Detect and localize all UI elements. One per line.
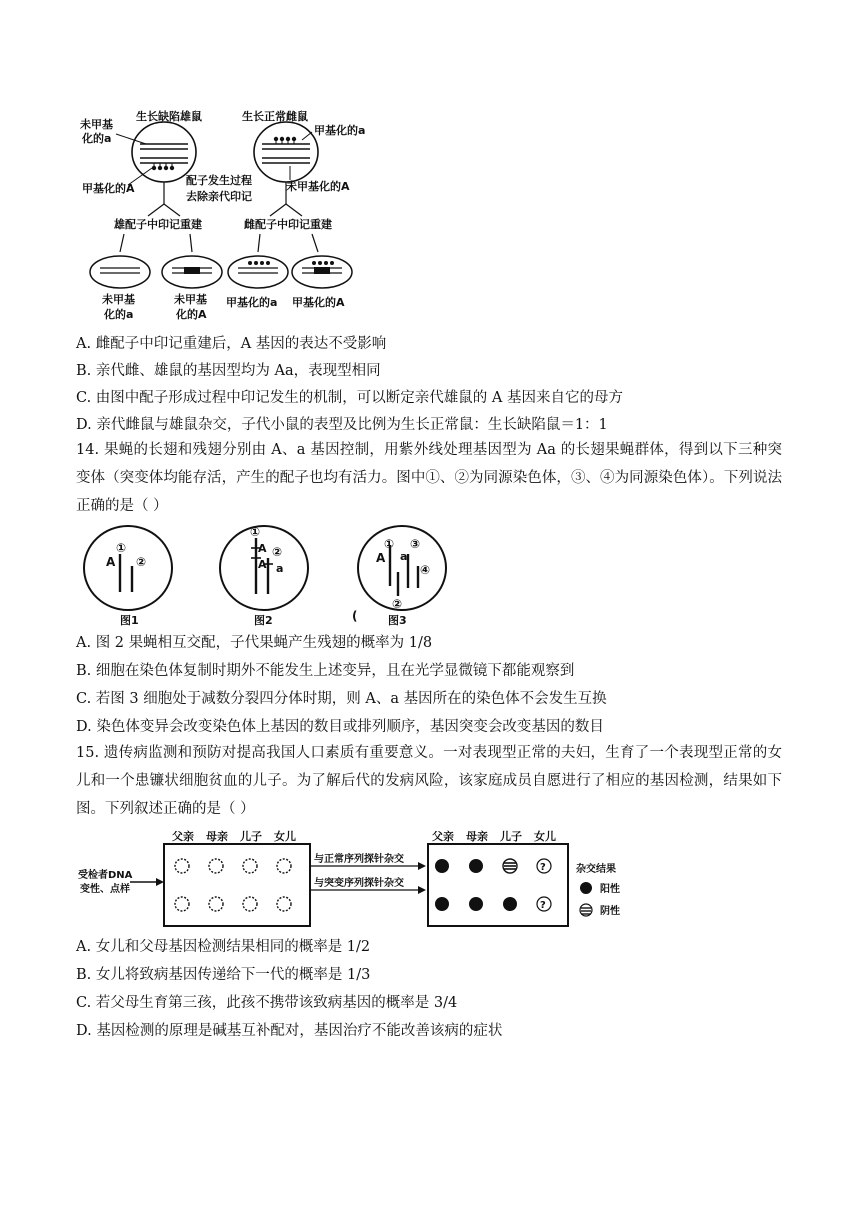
input-label-line1: 受检者DNA <box>78 870 133 881</box>
methyl-marks-left <box>152 163 174 170</box>
q15-stem: 15. 遗传病监测和预防对提高我国人口素质有重要意义。一对表现型正常的夫妇，生育了一个表现型正常的女儿和一个患镰状细胞贫血的儿子。为了解后代的发病风险，该家庭成员自愿进行了相应的基因检测，结果如下图。下列叙述正确的是（ ） <box>76 745 782 817</box>
header-right-daughter: 女儿 <box>534 830 556 843</box>
gamete-3-label: 甲基化的a <box>226 296 278 309</box>
right-parent-cell <box>254 122 318 182</box>
arrow-mutant-probe: 与突变序列探针杂交 <box>314 878 404 889</box>
header-left-mother: 母亲 <box>206 830 228 843</box>
label-methylated-A-left: 甲基化的A <box>82 182 135 195</box>
father-mutant-positive <box>435 897 449 911</box>
gamete-1-label-line2: 化的a <box>104 308 134 321</box>
header-left-daughter: 女儿 <box>274 830 296 843</box>
gamete-1-label-line1: 未甲基 <box>102 293 135 306</box>
methyl-marks-right <box>274 137 296 144</box>
q13-option-c: C. 由图中配子形成过程中印记发生的机制，可以断定亲代雄鼠的 A 基因来自它的母方 <box>76 390 623 406</box>
left-parent-cell <box>132 122 196 182</box>
mother-mutant-positive <box>469 897 483 911</box>
fig2-gene-A-lower: A <box>258 558 267 571</box>
q15-option-a: A. 女儿和父母基因检测结果相同的概率是 1/2 <box>76 939 371 955</box>
fig2-label: 图2 <box>254 614 273 627</box>
fig3-gene-a: a <box>400 550 408 563</box>
figure-genomic-imprinting <box>76 100 376 328</box>
fig3-num-2: ② <box>392 597 403 611</box>
fig1-cell <box>84 526 172 610</box>
label-unmethylated-a-line1: 未甲基 <box>80 118 113 131</box>
daughter-normal-q: ? <box>540 862 546 873</box>
center-note-line2: 去除亲代印记 <box>186 190 252 203</box>
gamete-3 <box>228 256 288 288</box>
chromosome-mutants-svg <box>76 524 456 628</box>
q15-option-d: D. 基因检测的原理是碱基互补配对，基因治疗不能改善该病的症状 <box>76 1023 503 1039</box>
fig3-stray-paren: ( <box>352 609 358 623</box>
gamete-4-label: 甲基化的A <box>292 296 345 309</box>
q13-option-b: B. 亲代雌、雄鼠的基因型均为 Aa，表现型相同 <box>76 363 381 379</box>
blank-dots <box>175 859 291 911</box>
label-unmethylated-A-right: 未甲基化的A <box>286 180 350 193</box>
fig2-gene-a: a <box>276 562 284 575</box>
imprinting-diagram-svg <box>76 100 376 328</box>
header-right-mother: 母亲 <box>466 830 488 843</box>
label-unmethylated-a-line2: 化的a <box>82 132 112 145</box>
fig3-num-3: ③ <box>410 537 421 551</box>
q14-option-c: C. 若图 3 细胞处于减数分裂四分体时期，则 A、a 基因所在的染色体不会发生互换 <box>76 691 607 707</box>
daughter-mutant-q: ? <box>540 900 546 911</box>
gene-detection-svg <box>76 828 696 932</box>
legend-positive-dot <box>580 882 592 894</box>
fig1-num-1: ① <box>116 541 127 555</box>
membrane-after <box>428 844 568 926</box>
q14-option-a: A. 图 2 果蝇相互交配，子代果蝇产生残翅的概率为 1/8 <box>76 635 433 651</box>
legend-title: 杂交结果 <box>576 864 616 875</box>
q14-option-d: D. 染色体变异会改变染色体上基因的数目或排列顺序，基因突变会改变基因的数目 <box>76 719 604 735</box>
legend-positive-label: 阳性 <box>600 884 620 895</box>
figure-gene-detection <box>76 828 696 932</box>
fig1-gene-A: A <box>106 555 116 569</box>
label-methylated-a-right: 甲基化的a <box>314 124 366 137</box>
q15-option-b: B. 女儿将致病基因传递给下一代的概率是 1/3 <box>76 967 371 983</box>
q14-stem: 14. 果蝇的长翅和残翅分别由 A、a 基因控制，用紫外线处理基因型为 Aa 的长翅果蝇群体，得到以下三种突变体（突变体均能存活，产生的配子也均有活力。图中①、②为同源染色体，③、④为同源染色体）。下列说法正确的是（ ） <box>76 442 782 514</box>
right-parent-title: 生长正常雌鼠 <box>242 110 308 123</box>
gamete-1 <box>90 256 150 288</box>
fig3-num-1: ① <box>384 537 395 551</box>
father-normal-positive <box>435 859 449 873</box>
q15-option-c: C. 若父母生育第三孩，此孩不携带该致病基因的概率是 3/4 <box>76 995 458 1011</box>
input-label-line2: 变性、点样 <box>80 884 130 895</box>
membrane-before <box>164 844 310 926</box>
header-right-father: 父亲 <box>432 830 454 843</box>
header-left-son: 儿子 <box>240 830 262 843</box>
mother-normal-positive <box>469 859 483 873</box>
legend-negative-label: 阴性 <box>600 906 620 917</box>
q14-option-b: B. 细胞在染色体复制时期外不能发生上述变异，且在光学显微镜下都能观察到 <box>76 663 575 679</box>
header-right-son: 儿子 <box>500 830 522 843</box>
q13-option-a: A. 雌配子中印记重建后，A 基因的表达不受影响 <box>76 336 387 352</box>
male-rebuild-label: 雄配子中印记重建 <box>114 218 202 231</box>
gamete-2-label-line1: 未甲基 <box>174 293 207 306</box>
fig1-label: 图1 <box>120 614 139 627</box>
fig3-num-4: ④ <box>420 563 431 577</box>
figure-chromosome-mutants <box>76 524 456 628</box>
female-rebuild-label: 雌配子中印记重建 <box>244 218 332 231</box>
fig2-num-2: ② <box>272 545 283 559</box>
header-left-father: 父亲 <box>172 830 194 843</box>
q13-option-d: D. 亲代雌鼠与雄鼠杂交，子代小鼠的表型及比例为生长正常鼠：生长缺陷鼠＝1：1 <box>76 417 608 433</box>
fig2-gene-A-upper: A <box>258 542 267 555</box>
center-note-line1: 配子发生过程 <box>186 174 252 187</box>
left-parent-title: 生长缺陷雄鼠 <box>136 110 202 123</box>
son-mutant-positive <box>503 897 517 911</box>
fig2-num-1: ① <box>250 525 261 539</box>
gamete-2-label-line2: 化的A <box>176 308 207 321</box>
fig3-gene-A: A <box>376 551 386 565</box>
fig3-label: 图3 <box>388 614 407 627</box>
arrow-normal-probe: 与正常序列探针杂交 <box>314 854 404 865</box>
fig1-num-2: ② <box>136 555 147 569</box>
